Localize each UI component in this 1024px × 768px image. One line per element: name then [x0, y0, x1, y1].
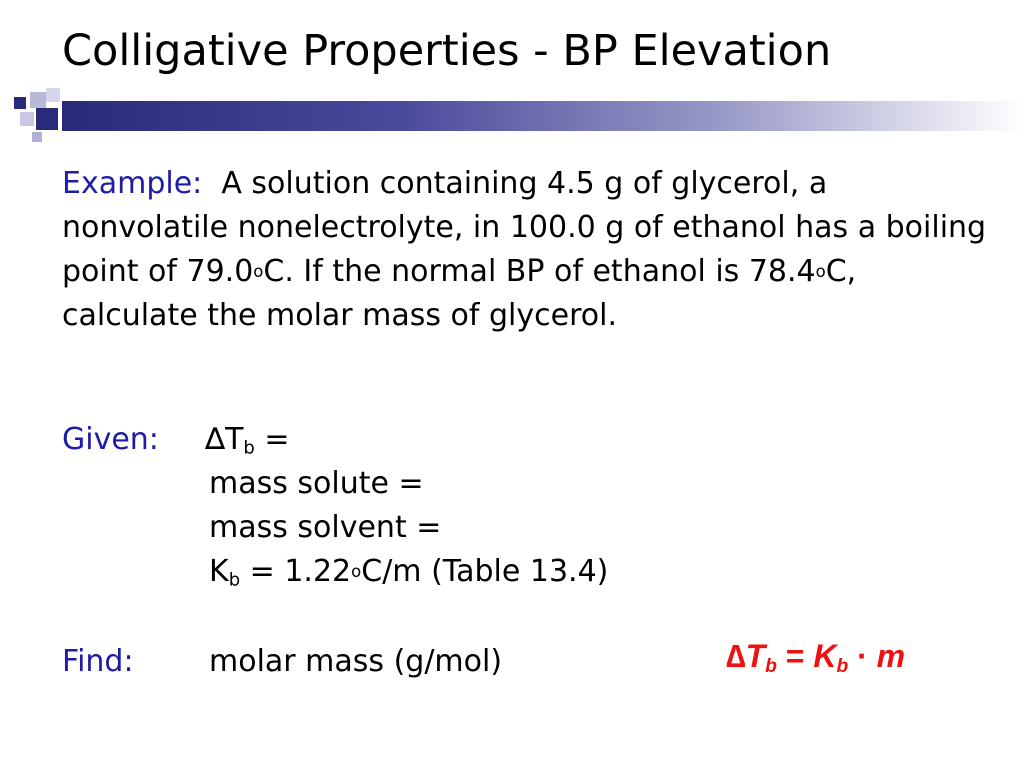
degree-symbol: o [351, 562, 362, 581]
example-label: Example: [62, 166, 203, 201]
given-mass-solute: mass solute = [209, 466, 424, 501]
example-text: a nonvolatile nonelectrolyte, in 100.0 g of [62, 166, 828, 245]
example-text: ethanol has a boiling point of 79.0 [62, 210, 987, 290]
kb-value: = 1.22 [240, 554, 352, 590]
subscript-b: b [836, 655, 849, 677]
t-letter: T [745, 638, 766, 674]
k-letter: K [209, 554, 229, 590]
decor-square [20, 112, 34, 126]
example-text: C, calculate the [62, 254, 857, 334]
degree-symbol: o [253, 262, 264, 281]
example-text: molar mass of glycerol. [265, 298, 617, 334]
kb-unit: C/m (Table 13.4) [361, 554, 609, 590]
molality-m: m [876, 638, 906, 674]
bp-elevation-formula [726, 634, 905, 689]
find-label: Find: [62, 644, 134, 679]
example-paragraph [62, 162, 992, 338]
subscript-b: b [228, 569, 241, 591]
t-letter: T [225, 422, 244, 457]
k-letter: K [813, 638, 837, 674]
title-gradient-bar [62, 101, 1024, 131]
decor-square [30, 92, 46, 108]
given-mass-solvent: mass solvent = [209, 510, 442, 545]
multiply-dot: · [848, 638, 877, 674]
decor-square [36, 108, 58, 130]
slide-title: Colligative Properties - BP Elevation [62, 26, 832, 76]
decor-square [46, 88, 60, 102]
example-text: C. If the [263, 254, 382, 290]
delta-symbol: ∆ [726, 638, 746, 674]
given-label: Given: [62, 422, 159, 457]
decor-square [32, 132, 42, 142]
example-text: A solution containing 4.5 g of glycerol, [221, 166, 800, 201]
delta-symbol: ∆ [205, 422, 226, 457]
subscript-b: b [765, 655, 777, 677]
subscript-b: b [243, 437, 255, 459]
equals-sign: = [254, 422, 290, 457]
equals-sign: = [776, 638, 814, 674]
degree-symbol: o [815, 262, 826, 281]
example-text: normal BP of ethanol is 78.4 [391, 254, 816, 290]
decor-square [14, 97, 26, 109]
find-value: molar mass (g/mol) [209, 644, 503, 679]
given-kb [209, 550, 608, 603]
